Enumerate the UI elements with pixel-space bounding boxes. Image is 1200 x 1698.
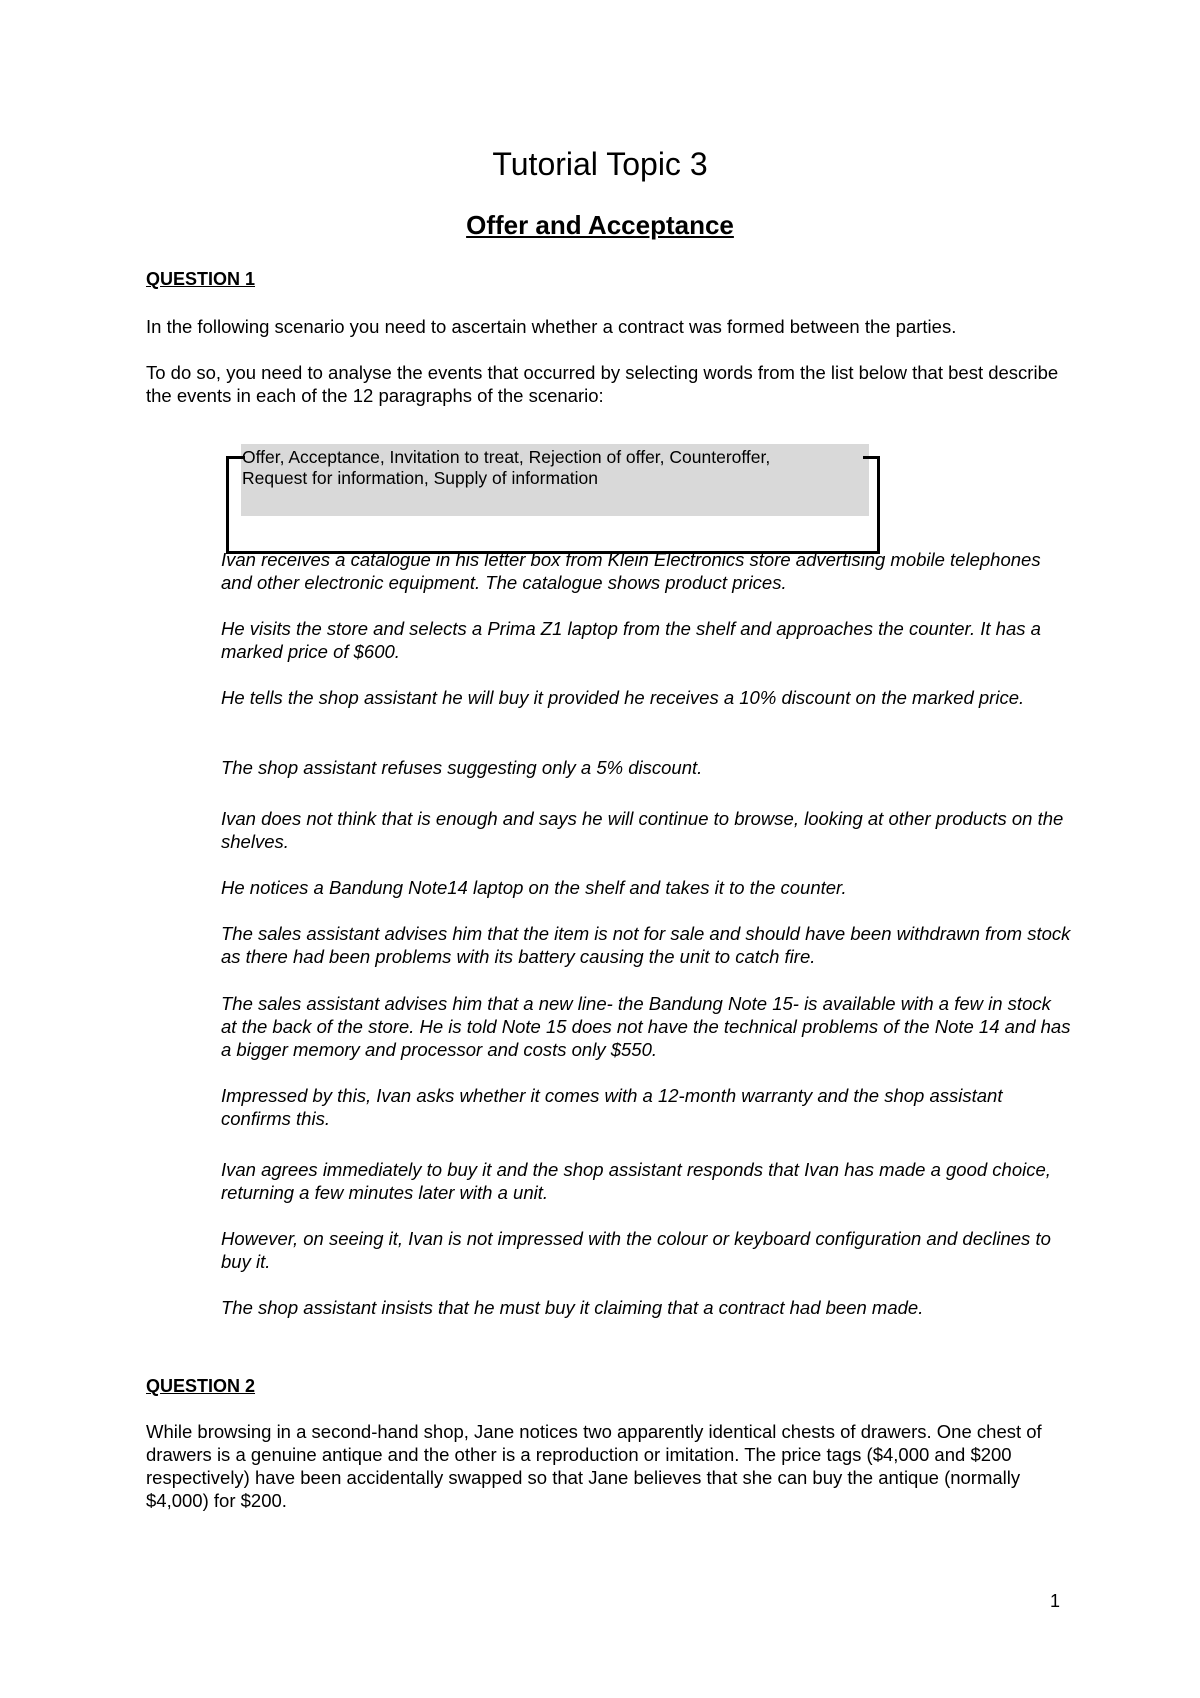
question-2-heading: QUESTION 2 [146, 1376, 256, 1396]
scenario-paragraph-11: However, on seeing it, Ivan is not impressed with the colour or keyboard configuration and declines to buy it. [221, 1228, 1051, 1272]
scenario-paragraph-1: Ivan receives a catalogue in his letter box from Klein Electronics store advertising mobile telephones and other electronic equipment. The catalogue shows product prices. [221, 549, 1041, 593]
scenario-paragraph-5: Ivan does not think that is enough and says he will continue to browse, looking at other products on the shelves. [221, 808, 1064, 852]
page-title: Tutorial Topic 3 [492, 146, 708, 182]
scenario-paragraph-4: The shop assistant refuses suggesting only a 5% discount. [221, 757, 703, 778]
scenario-paragraph-10: Ivan agrees immediately to buy it and the shop assistant responds that Ivan has made a good choice, returning a few minutes later with a unit. [221, 1159, 1051, 1203]
question-1-instructions: To do so, you need to analyse the events that occurred by selecting words from the list below that best describe the events in each of the 12 paragraphs of the scenario: [146, 362, 1059, 406]
question-2-body: While browsing in a second-hand shop, Jane notices two apparently identical chests of drawers. One chest of drawers is a genuine antique and the other is a reproduction or imitation. The price tags ($4,000 and $200 respectively) have been accidentally swapped so that Jane believes that she can buy the antique (normally $4,000) for $200. [146, 1421, 1042, 1511]
scenario-paragraph-8: The sales assistant advises him that a new line- the Bandung Note 15- is available with a few in stock at the back of the store. He is told Note 15 does not have the technical problems of the Note 14 and has a bigger memory and processor and costs only $550. [221, 993, 1071, 1060]
question-1-intro: In the following scenario you need to ascertain whether a contract was formed between the parties. [146, 316, 957, 337]
page-subtitle [0, 208, 1200, 242]
word-list-line-1: Offer, Acceptance, Invitation to treat, Rejection of offer, Counteroffer, [242, 447, 771, 467]
scenario-paragraph-9: Impressed by this, Ivan asks whether it comes with a 12-month warranty and the shop assistant confirms this. [221, 1085, 1003, 1129]
page-subtitle-text: Offer and Acceptance [466, 210, 734, 240]
scenario-paragraph-3: He tells the shop assistant he will buy it provided he receives a 10% discount on the marked price. [221, 687, 1025, 708]
word-list-text [242, 447, 862, 489]
page-number: 1 [1050, 1591, 1061, 1611]
word-list-line-2: Request for information, Supply of information [242, 468, 599, 488]
scenario-paragraph-2: He visits the store and selects a Prima Z1 laptop from the shelf and approaches the counter. It has a marked price of $600. [221, 618, 1041, 662]
question-1-heading: QUESTION 1 [146, 269, 256, 289]
scenario-paragraph-12: The shop assistant insists that he must buy it claiming that a contract had been made. [221, 1297, 924, 1318]
scenario-paragraph-7: The sales assistant advises him that the item is not for sale and should have been withdrawn from stock as there had been problems with its battery causing the unit to catch fire. [221, 923, 1071, 967]
scenario-paragraph-6: He notices a Bandung Note14 laptop on the shelf and takes it to the counter. [221, 877, 847, 898]
